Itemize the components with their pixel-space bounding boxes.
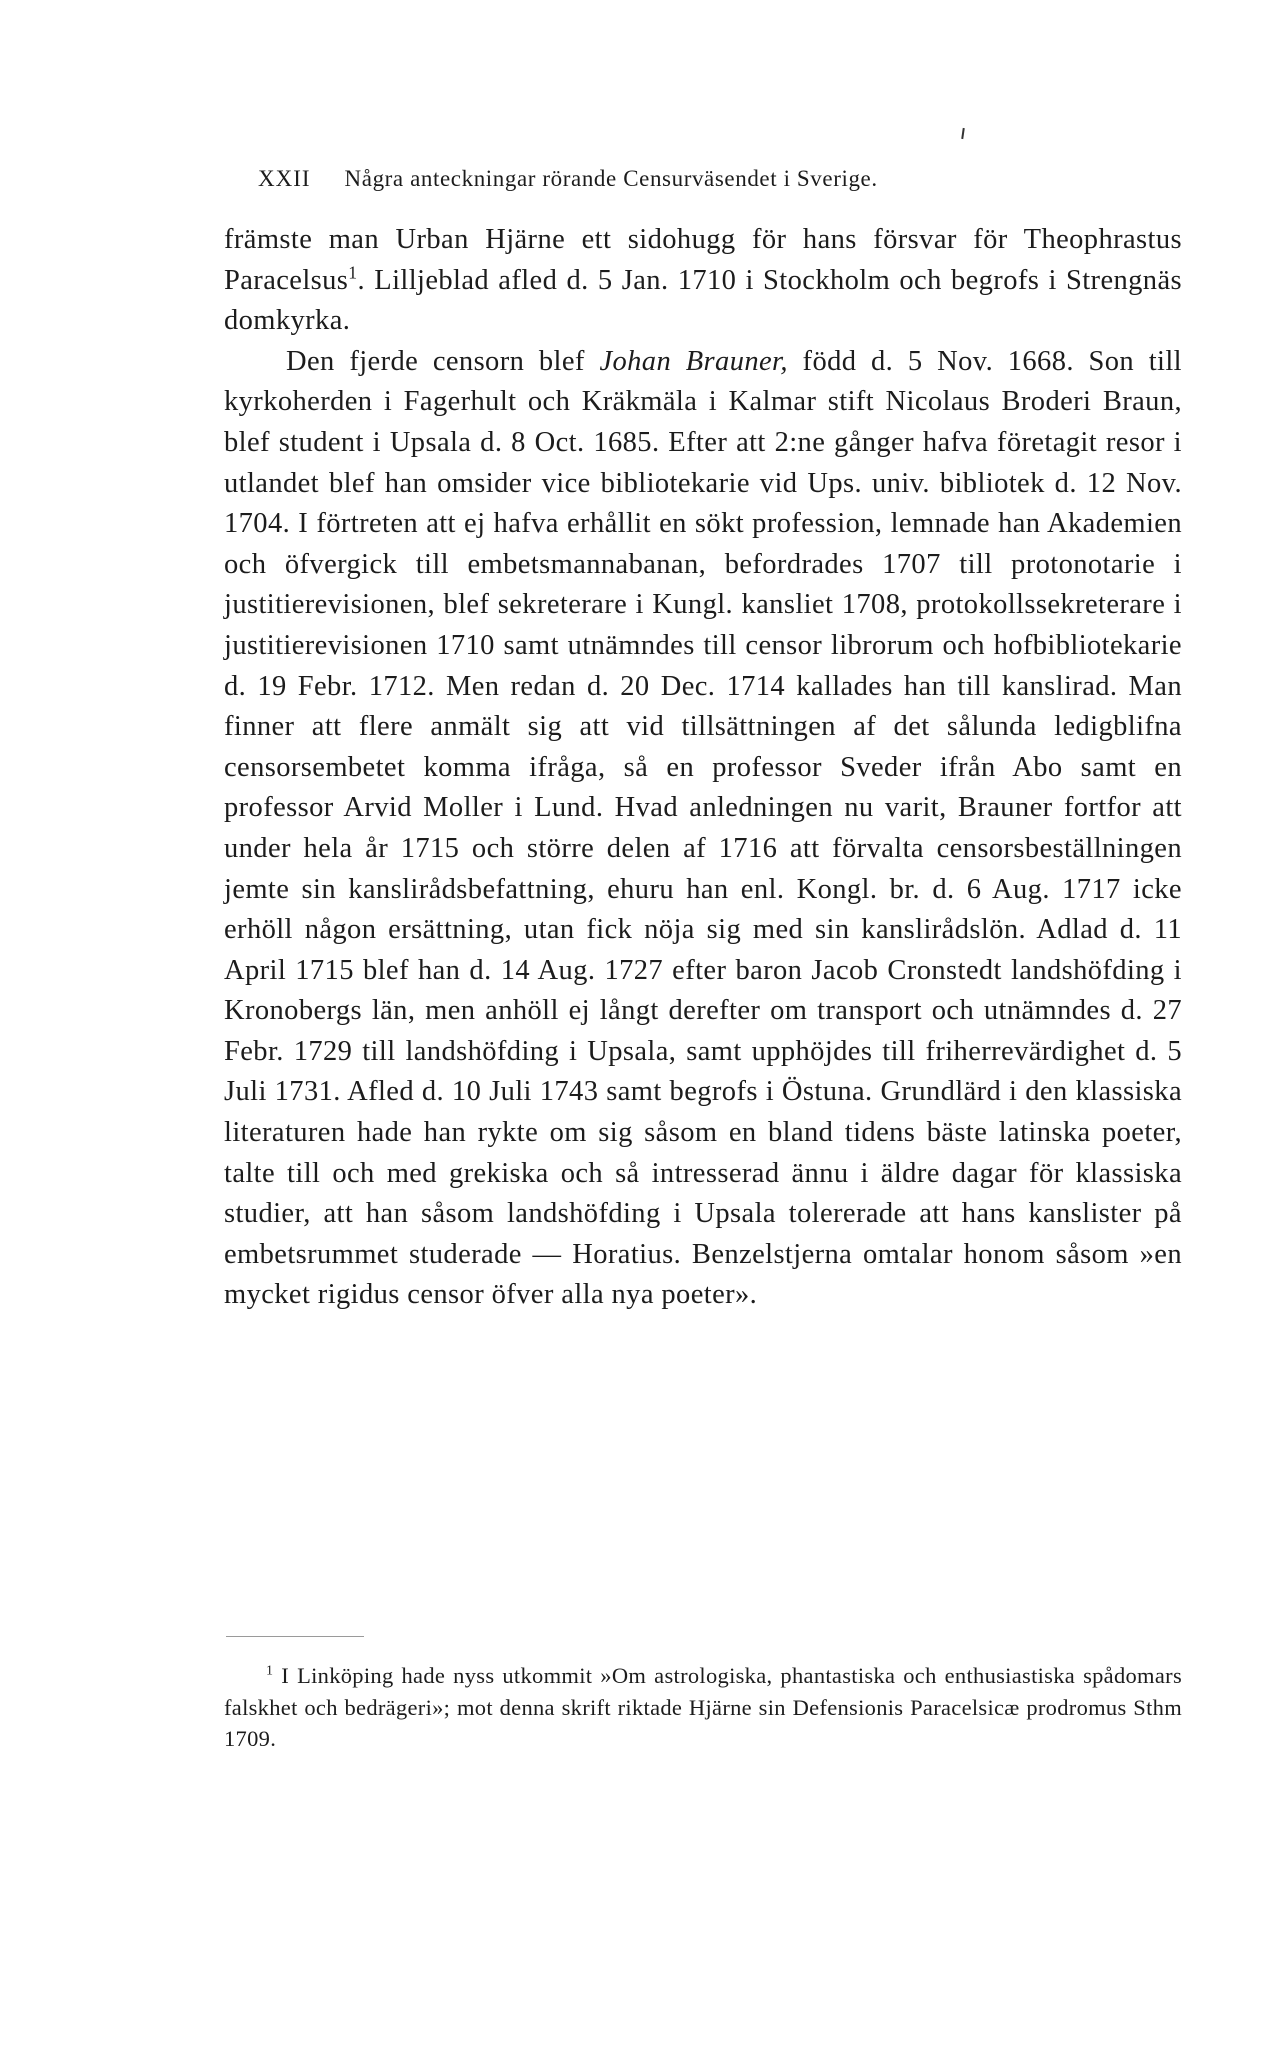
paragraph-2-lead: Den fjerde censorn blef (286, 345, 600, 377)
page-number: XXII (258, 166, 311, 191)
person-name-italic: Johan Brauner, (599, 345, 788, 377)
paragraph-1-text-b: . Lilljeblad afled d. 5 Jan. 1710 i Stockholm och begrofs i Strengnäs domkyrka. (224, 264, 1182, 337)
paragraph-1 (224, 220, 1182, 342)
footnote-1-text: I Linköping hade nyss utkommit »Om astrologiska, phantastiska och enthusiastiska spådomars falskhet och bedrägeri»; mot denna skrift riktade Hjärne sin Defensionis Paracelsicæ prodromus Sthm 1709. (224, 1663, 1182, 1751)
footnotes (224, 1660, 1182, 1755)
paragraph-1-text-a: främste man Urban Hjärne ett sidohugg för hans försvar för Theophrastus Paracelsus (224, 224, 1182, 296)
footnote-divider (226, 1636, 364, 1637)
footnote-reference: 1 (348, 262, 358, 283)
footnote-1 (224, 1660, 1182, 1755)
page-header (258, 166, 1058, 192)
footnote-marker: 1 (266, 1663, 274, 1679)
running-title: Några anteckningar rörande Censurväsendet i Sverige. (344, 166, 878, 191)
ink-mark (961, 128, 965, 139)
paragraph-2-text: född d. 5 Nov. 1668. Son till kyrkoherden i Fagerhult och Kräkmäla i Kalmar stift Nicolaus Broderi Braun, blef student i Upsala d. 8 Oct. 1685. Efter att 2:ne gånger hafva företagit resor i utlandet blef han omsider vice bibliotekarie vid Ups. univ. bibliotek d. 12 Nov. 1704. I förtreten att ej hafva erhållit en sökt profession, lemnade han Akademien och öfvergick till embetsmannabanan, befordrades 1707 till protonotarie i justitierevisionen, blef sekreterare i Kungl. kansliet 1708, protokollssekreterare i justitierevisionen 1710 samt utnämndes till censor librorum och hofbibliotekarie d. 19 Febr. 1712. Men redan d. 20 Dec. 1714 kallades han till kanslirad. Man finner att flere anmält sig att vid tillsättningen af det sålunda ledigblifna censorsembetet komma ifråga, så en professor Sveder ifrån Abo samt en professor Arvid Moller i Lund. Hvad anledningen nu varit, Brauner fortfor att under hela år 1715 och större delen af 1716 att förvalta censorsbeställningen jemte sin kanslirådsbefattning, ehuru han enl. Kongl. br. d. 6 Aug. 1717 icke erhöll någon ersättning, utan fick nöja sig med sin kanslirådslön. Adlad d. 11 April 1715 blef han d. 14 Aug. 1727 efter baron Jacob Cronstedt landshöfding i Kronobergs län, men anhöll ej långt derefter om transport och utnämndes d. 27 Febr. 1729 till landshöfding i Upsala, samt upphöjdes till friherrevärdighet d. 5 Juli 1731. Afled d. 10 Juli 1743 samt begrofs i Östuna. Grundlärd i den klassiska literaturen hade han rykte om sig såsom en bland tidens bäste latinska poeter, talte till och med grekiska och så intresserad ännu i äldre dagar för klassiska studier, att han såsom landshöfding i Upsala tolererade att hans kanslister på embetsrummet studerade — Horatius. Benzelstjerna omtalar honom såsom »en mycket rigidus censor öfver alla nya poeter». (224, 345, 1182, 1311)
paragraph-2 (224, 342, 1182, 1316)
body-text (224, 220, 1182, 1316)
